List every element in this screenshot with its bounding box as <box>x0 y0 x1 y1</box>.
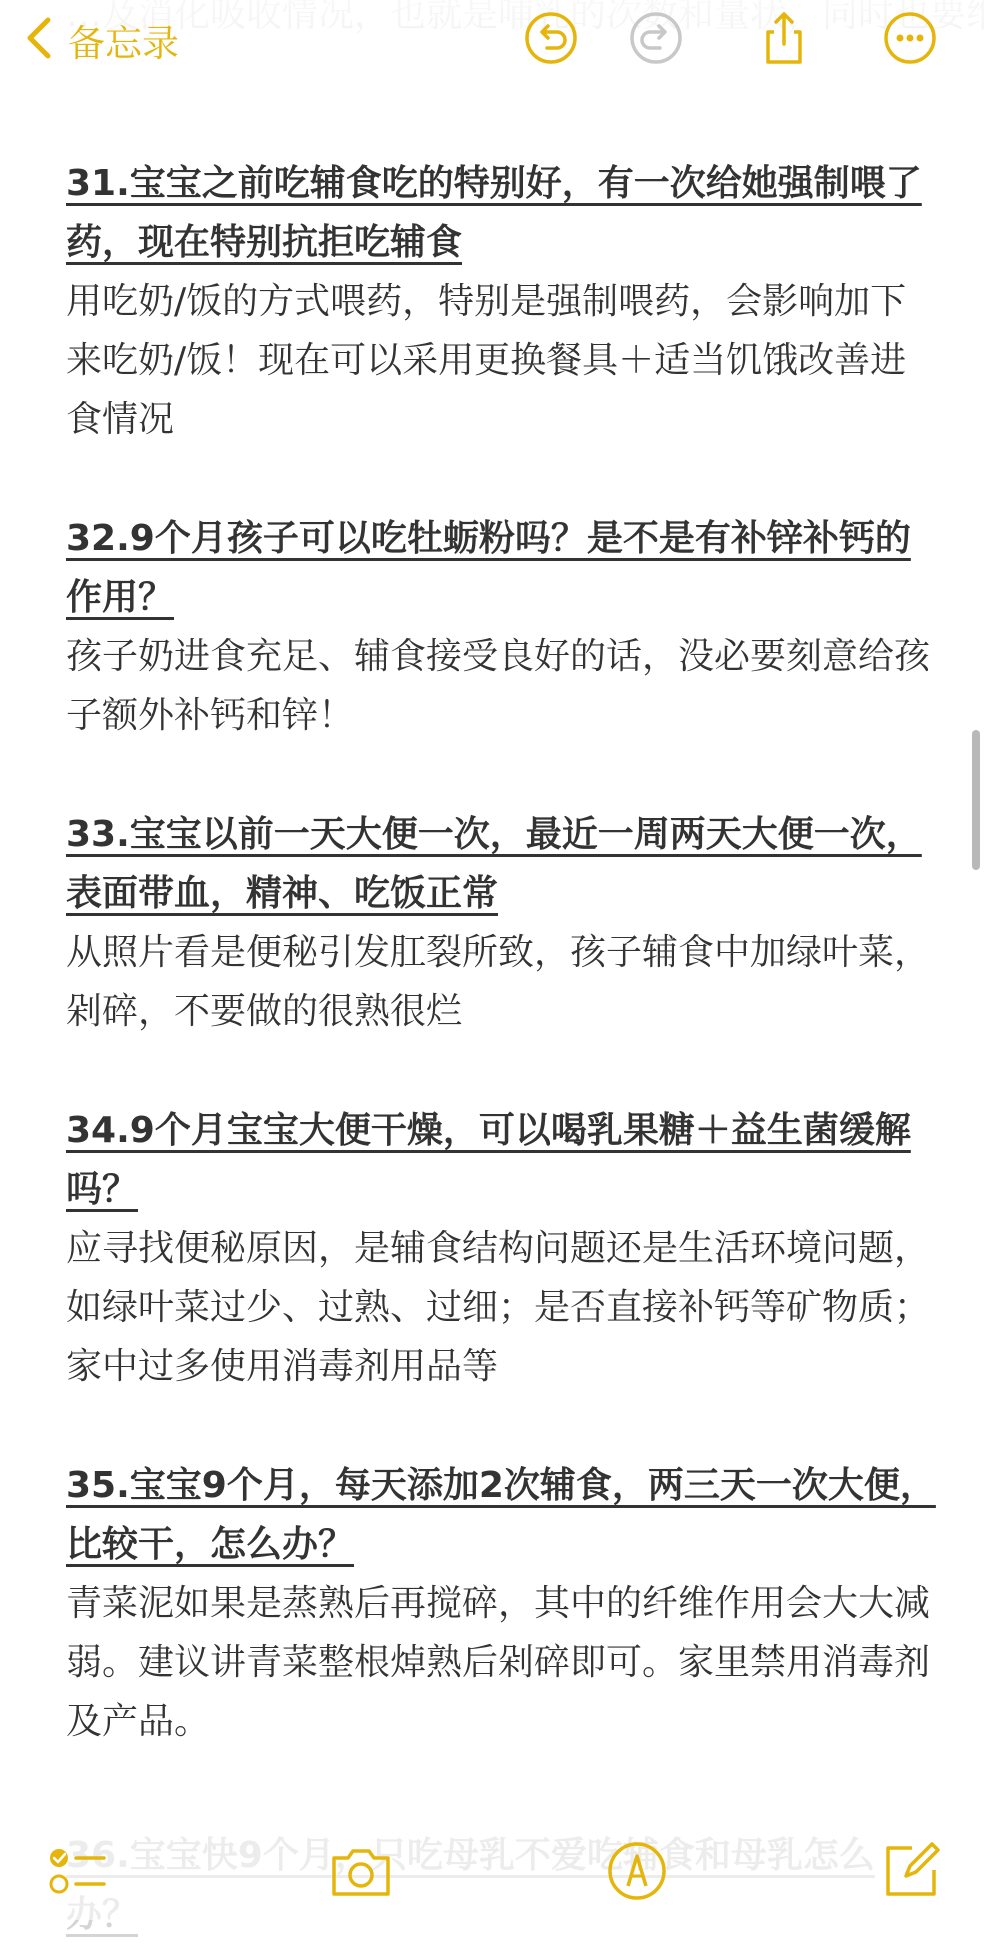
more-icon[interactable] <box>882 10 938 66</box>
qa-item <box>66 805 936 1041</box>
redo-icon[interactable] <box>628 10 684 66</box>
share-icon[interactable] <box>756 10 812 66</box>
note-body[interactable] <box>66 154 936 1811</box>
answer-text: 从照片看是便秘引发肛裂所致，孩子辅食中加绿叶菜，剁碎，不要做的很熟很烂 <box>66 932 931 1032</box>
answer-text: 应寻找便秘原因，是辅食结构问题还是生活环境问题，如绿叶菜过少、过熟、过细；是否直接补钙等矿物质；家中过多使用消毒剂用品等 <box>66 1228 931 1387</box>
question-heading: 32.9个月孩子可以吃牡蛎粉吗？是不是有补锌补钙的作用？ <box>66 518 911 618</box>
compose-icon[interactable] <box>878 1838 944 1904</box>
answer-text: 青菜泥如果是蒸熟后再搅碎，其中的纤维作用会大大减弱。建议讲青菜整根焯熟后剁碎即可。家里禁用消毒剂及产品。 <box>66 1583 931 1742</box>
answer-text: 孩子奶进食充足、辅食接受良好的话，没必要刻意给孩子额外补钙和锌！ <box>66 636 931 736</box>
bottom-toolbar <box>0 1820 984 1920</box>
answer-text: 用吃奶/饭的方式喂药，特别是强制喂药，会影响加下来吃奶/饭！现在可以采用更换餐具＋适当饥饿改善进食情况 <box>66 281 907 440</box>
scrollbar[interactable] <box>972 730 980 870</box>
checklist-icon[interactable] <box>44 1838 110 1904</box>
question-heading: 35.宝宝9个月，每天添加2次辅食，两三天一次大便，比较干，怎么办？ <box>66 1465 936 1565</box>
back-button-label: 备忘录 <box>68 22 179 65</box>
question-heading: 31.宝宝之前吃辅食吃的特别好，有一次给她强制喂了药，现在特别抗拒吃辅食 <box>66 163 922 263</box>
chevron-left-icon <box>24 16 54 64</box>
question-heading: 33.宝宝以前一天大便一次，最近一周两天大便一次，表面带血，精神、吃饭正常 <box>66 814 922 914</box>
question-heading: 34.9个月宝宝大便干燥，可以喝乳果糖＋益生菌缓解吗？ <box>66 1110 911 1210</box>
markup-icon[interactable] <box>604 1838 670 1904</box>
camera-icon[interactable] <box>328 1838 394 1904</box>
qa-item <box>66 1101 936 1396</box>
qa-item <box>66 1456 936 1751</box>
qa-item <box>66 154 936 449</box>
back-button[interactable] <box>24 12 179 68</box>
qa-item <box>66 509 936 745</box>
undo-icon[interactable] <box>523 10 579 66</box>
